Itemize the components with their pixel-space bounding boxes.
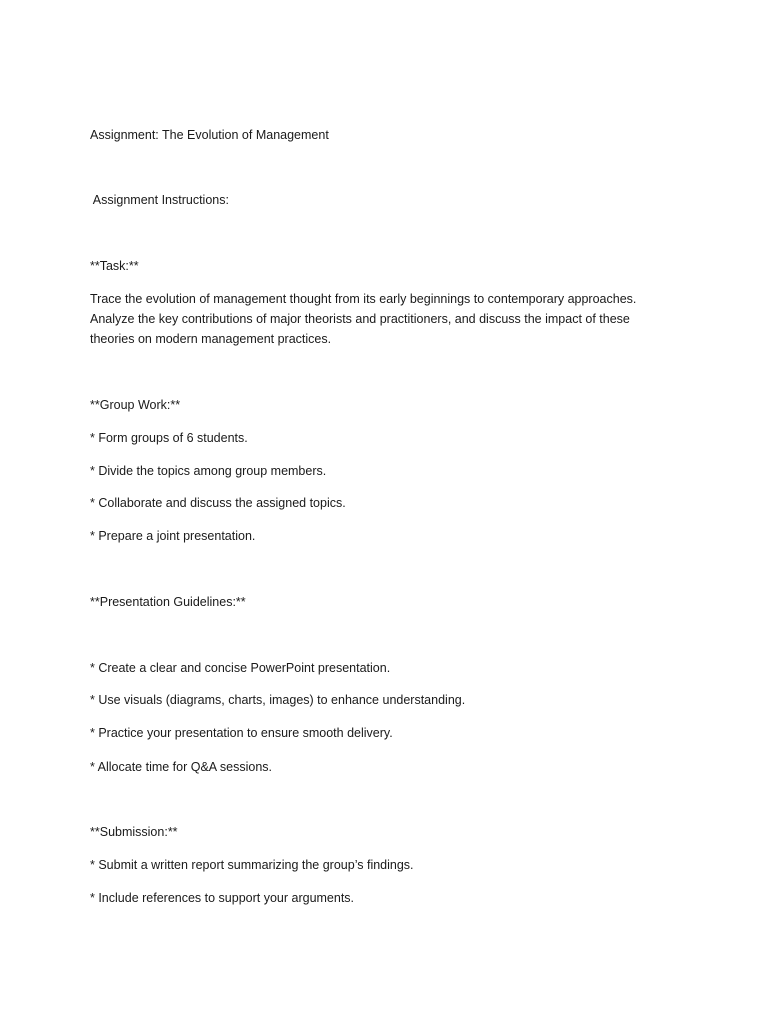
group-work-item: * Prepare a joint presentation. xyxy=(90,529,256,543)
task-line: Trace the evolution of management thought from its early beginnings to contemporary approaches. xyxy=(90,292,637,306)
group-work-item: * Divide the topics among group members. xyxy=(90,464,327,478)
task-paragraph xyxy=(90,289,670,349)
presentation-guidelines-item: * Allocate time for Q&A sessions. xyxy=(90,760,273,774)
task-line: theories on modern management practices. xyxy=(90,332,332,346)
presentation-guidelines-item: * Practice your presentation to ensure smooth delivery. xyxy=(90,726,393,740)
presentation-guidelines-item: * Create a clear and concise PowerPoint presentation. xyxy=(90,661,391,675)
group-work-item: * Collaborate and discuss the assigned topics. xyxy=(90,496,346,510)
submission-heading: **Submission:** xyxy=(90,825,178,839)
group-work-heading: **Group Work:** xyxy=(90,398,181,412)
submission-item: * Include references to support your arguments. xyxy=(90,891,355,905)
submission-item: * Submit a written report summarizing the group’s findings. xyxy=(90,858,414,872)
task-line: Analyze the key contributions of major theorists and practitioners, and discuss the impact of these xyxy=(90,312,630,326)
document-title: Assignment: The Evolution of Management xyxy=(90,128,329,142)
presentation-guidelines-item: * Use visuals (diagrams, charts, images) to enhance understanding. xyxy=(90,693,466,707)
presentation-guidelines-heading: **Presentation Guidelines:** xyxy=(90,595,246,609)
instructions-heading: Assignment Instructions: xyxy=(90,193,229,207)
group-work-item: * Form groups of 6 students. xyxy=(90,431,248,445)
task-heading: **Task:** xyxy=(90,259,139,273)
